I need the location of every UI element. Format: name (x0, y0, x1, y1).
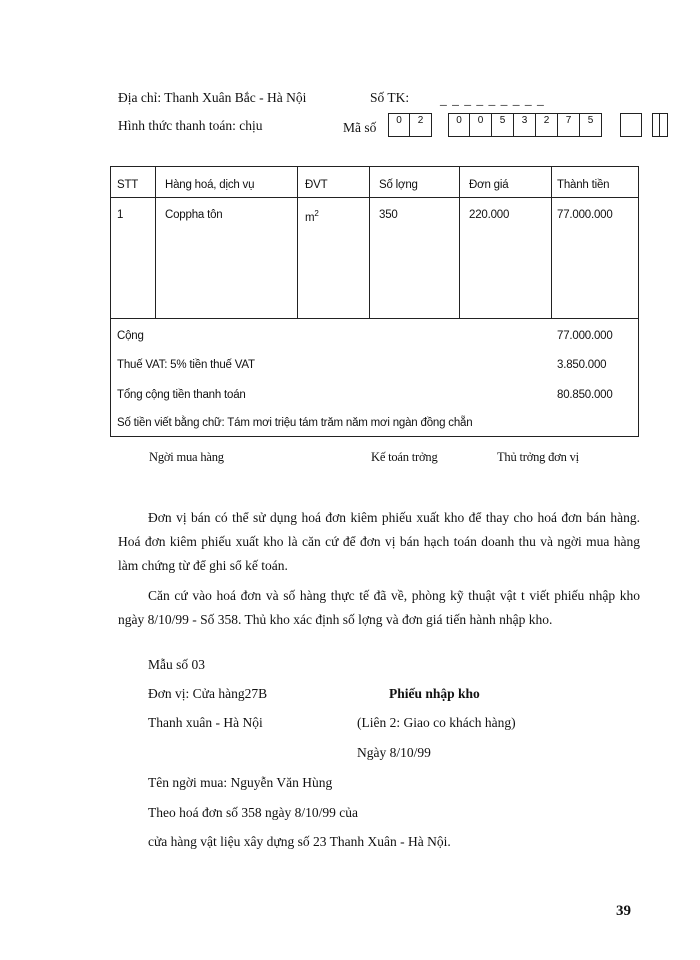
body-text (118, 506, 640, 638)
col-header-quantity: Số lợng (379, 179, 418, 191)
form-location: Thanh xuân - Hà Nội (148, 715, 263, 730)
signature-head: Thủ trởng đơn vị (497, 450, 579, 464)
tax-code-digit: 5 (492, 113, 514, 137)
form-copy-note: (Liên 2: Giao co khách hàng) (357, 715, 516, 730)
tax-code-digit: 3 (514, 113, 536, 137)
table-divider (551, 167, 552, 318)
account-label: Số TK: (370, 90, 410, 105)
form-title: Phiếu nhập kho (389, 686, 480, 701)
vat-value: 3.850.000 (557, 359, 607, 371)
total-value: 77.000.000 (557, 330, 613, 342)
tax-code-extra-box (660, 113, 668, 137)
form-store: cửa hàng vật liệu xây dựng số 23 Thanh Xuân - Hà Nội. (148, 834, 451, 849)
row-unit-sup: 2 (314, 209, 319, 218)
col-header-amount: Thành tiền (557, 179, 610, 191)
account-value: _ _ _ _ _ _ _ _ _ (440, 92, 545, 107)
row-item: Coppha tôn (165, 209, 223, 221)
tax-code-extra-box (620, 113, 642, 137)
row-amount: 77.000.000 (557, 209, 613, 221)
total-label: Cộng (117, 330, 144, 342)
table-divider (369, 167, 370, 318)
row-unit (305, 209, 319, 224)
payment-method-text: Hình thức thanh toán: chịu (118, 118, 263, 133)
tax-code-digit: 0 (388, 113, 410, 137)
tax-code-digit: 0 (470, 113, 492, 137)
tax-code-extra-box (652, 113, 660, 137)
tax-code-digit: 2 (536, 113, 558, 137)
vat-label: Thuế VAT: 5% tiền thuế VAT (117, 359, 255, 371)
table-divider (155, 167, 156, 318)
invoice-table (110, 166, 639, 437)
tax-code-digit: 5 (580, 113, 602, 137)
tax-code-label: Mã số (343, 120, 377, 135)
table-divider (297, 167, 298, 318)
amount-in-words: Số tiền viết bằng chữ: Tám mơi triệu tám trăm năm mơi ngàn đồng chẵn (117, 417, 473, 429)
grand-total-label: Tổng cộng tiền thanh toán (117, 389, 246, 401)
row-quantity: 350 (379, 209, 398, 221)
tax-code-digit: 7 (558, 113, 580, 137)
form-unit: Đơn vị: Cửa hàng27B (148, 686, 268, 701)
signature-buyer: Ngời mua hàng (149, 450, 224, 464)
table-divider (459, 167, 460, 318)
row-stt: 1 (117, 209, 124, 221)
page-number: 39 (616, 903, 631, 919)
address-text: Địa chỉ: Thanh Xuân Bắc - Hà Nội (118, 90, 307, 105)
paragraph-1: Đơn vị bán có thể sử dụng hoá đơn kiêm phiếu xuất kho để thay cho hoá đơn bán hàng. Hoá đơn kiêm phiếu xuất kho là căn cứ để đơn vị bán hạch toán doanh thu và ngời mua hàng làm chứng từ để ghi sổ kế toán. (118, 510, 640, 573)
paragraph-2: Căn cứ vào hoá đơn và số hàng thực tế đã về, phòng kỹ thuật vật t viết phiếu nhập kho ngày 8/10/99 - Số 358. Thủ kho xác định số lợng và đơn giá tiến hành nhập kho. (118, 588, 640, 627)
col-header-item: Hàng hoá, dịch vụ (165, 179, 255, 191)
col-header-stt: STT (117, 179, 139, 191)
row-unit-base: m (305, 211, 315, 224)
tax-code-digit: 2 (410, 113, 432, 137)
table-divider (111, 318, 638, 319)
form-invoice-ref: Theo hoá đơn số 358 ngày 8/10/99 của (148, 805, 358, 820)
signature-accountant: Kế toán trởng (371, 450, 438, 464)
table-divider (111, 197, 638, 198)
row-unit-price: 220.000 (469, 209, 510, 221)
grand-total-value: 80.850.000 (557, 389, 613, 401)
tax-code-digit: 0 (448, 113, 470, 137)
col-header-unit-price: Đơn giá (469, 179, 509, 191)
form-buyer-name: Tên ngời mua: Nguyễn Văn Hùng (148, 775, 333, 790)
form-number: Mẫu số 03 (148, 657, 205, 672)
form-date: Ngày 8/10/99 (357, 745, 431, 760)
col-header-unit: ĐVT (305, 179, 328, 191)
